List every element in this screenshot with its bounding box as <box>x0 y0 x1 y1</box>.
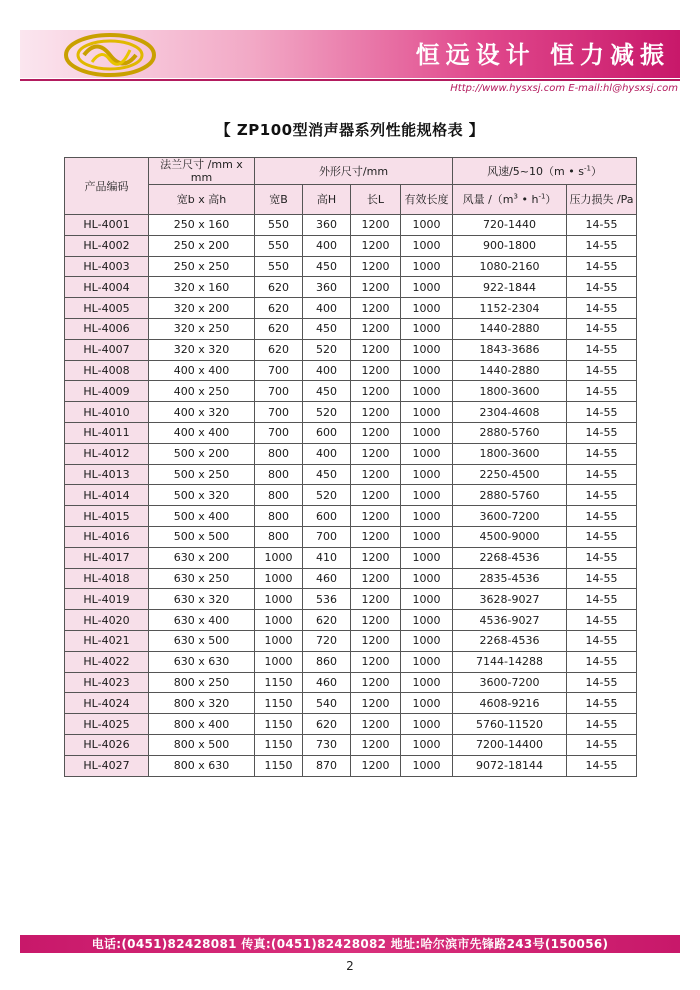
cell-code: HL-4001 <box>65 215 149 236</box>
col-header-flange-sub: 宽b x 高h <box>149 185 255 215</box>
cell-pressure: 14-55 <box>567 360 637 381</box>
company-logo <box>62 32 158 78</box>
cell-effective-length: 1000 <box>401 402 453 423</box>
table-row <box>65 381 637 402</box>
cell-length: 1200 <box>351 381 401 402</box>
col-header-airflow <box>453 185 567 215</box>
col-header-outer: 外形尺寸/mm <box>255 158 453 185</box>
cell-code: HL-4019 <box>65 589 149 610</box>
cell-length: 1200 <box>351 402 401 423</box>
cell-flange: 500 x 400 <box>149 506 255 527</box>
cell-code: HL-4007 <box>65 339 149 360</box>
cell-length: 1200 <box>351 422 401 443</box>
cell-width: 700 <box>255 402 303 423</box>
cell-pressure: 14-55 <box>567 734 637 755</box>
cell-pressure: 14-55 <box>567 277 637 298</box>
cell-pressure: 14-55 <box>567 672 637 693</box>
airflow-suffix: ） <box>545 193 557 206</box>
cell-airflow: 2880-5760 <box>453 422 567 443</box>
cell-pressure: 14-55 <box>567 318 637 339</box>
cell-airflow: 7200-14400 <box>453 734 567 755</box>
cell-height: 730 <box>303 734 351 755</box>
cell-height: 450 <box>303 256 351 277</box>
cell-code: HL-4018 <box>65 568 149 589</box>
cell-pressure: 14-55 <box>567 464 637 485</box>
cell-pressure: 14-55 <box>567 256 637 277</box>
cell-height: 400 <box>303 443 351 464</box>
cell-airflow: 1440-2880 <box>453 318 567 339</box>
col-header-width: 宽B <box>255 185 303 215</box>
cell-effective-length: 1000 <box>401 714 453 735</box>
cell-effective-length: 1000 <box>401 256 453 277</box>
cell-length: 1200 <box>351 506 401 527</box>
cell-height: 600 <box>303 422 351 443</box>
cell-flange: 500 x 200 <box>149 443 255 464</box>
cell-width: 620 <box>255 339 303 360</box>
table-row <box>65 589 637 610</box>
col-header-speed <box>453 158 637 185</box>
cell-height: 540 <box>303 693 351 714</box>
table-row <box>65 651 637 672</box>
cell-width: 800 <box>255 443 303 464</box>
cell-airflow: 2304-4608 <box>453 402 567 423</box>
cell-length: 1200 <box>351 339 401 360</box>
cell-height: 536 <box>303 589 351 610</box>
speed-label: 风速/5~10（m • s <box>487 164 584 178</box>
cell-airflow: 900-1800 <box>453 235 567 256</box>
cell-flange: 630 x 250 <box>149 568 255 589</box>
table-row <box>65 568 637 589</box>
cell-width: 700 <box>255 360 303 381</box>
cell-code: HL-4016 <box>65 526 149 547</box>
cell-code: HL-4026 <box>65 734 149 755</box>
cell-pressure: 14-55 <box>567 298 637 319</box>
cell-length: 1200 <box>351 277 401 298</box>
cell-height: 400 <box>303 298 351 319</box>
cell-effective-length: 1000 <box>401 235 453 256</box>
cell-flange: 630 x 400 <box>149 610 255 631</box>
cell-flange: 400 x 400 <box>149 422 255 443</box>
cell-flange: 250 x 160 <box>149 215 255 236</box>
cell-height: 700 <box>303 526 351 547</box>
table-row <box>65 464 637 485</box>
airflow-exponent-2: -1 <box>538 192 546 201</box>
cell-flange: 320 x 160 <box>149 277 255 298</box>
cell-code: HL-4020 <box>65 610 149 631</box>
cell-airflow: 1843-3686 <box>453 339 567 360</box>
table-row <box>65 693 637 714</box>
cell-airflow: 5760-11520 <box>453 714 567 735</box>
cell-height: 450 <box>303 464 351 485</box>
cell-flange: 630 x 630 <box>149 651 255 672</box>
cell-height: 860 <box>303 651 351 672</box>
cell-length: 1200 <box>351 630 401 651</box>
cell-length: 1200 <box>351 485 401 506</box>
cell-pressure: 14-55 <box>567 610 637 631</box>
table-row <box>65 755 637 776</box>
cell-height: 520 <box>303 485 351 506</box>
cell-length: 1200 <box>351 693 401 714</box>
cell-code: HL-4021 <box>65 630 149 651</box>
cell-code: HL-4008 <box>65 360 149 381</box>
cell-length: 1200 <box>351 443 401 464</box>
cell-width: 800 <box>255 464 303 485</box>
table-row <box>65 610 637 631</box>
col-header-flange: 法兰尺寸 /mm x mm <box>149 158 255 185</box>
table-row <box>65 672 637 693</box>
cell-length: 1200 <box>351 360 401 381</box>
table-row <box>65 630 637 651</box>
cell-airflow: 4608-9216 <box>453 693 567 714</box>
cell-effective-length: 1000 <box>401 215 453 236</box>
table-row <box>65 547 637 568</box>
cell-pressure: 14-55 <box>567 651 637 672</box>
cell-pressure: 14-55 <box>567 422 637 443</box>
cell-airflow: 720-1440 <box>453 215 567 236</box>
cell-width: 1150 <box>255 755 303 776</box>
table-row <box>65 485 637 506</box>
col-header-length: 长L <box>351 185 401 215</box>
cell-effective-length: 1000 <box>401 339 453 360</box>
cell-airflow: 7144-14288 <box>453 651 567 672</box>
cell-effective-length: 1000 <box>401 464 453 485</box>
header-contact[interactable]: Http://www.hysxsj.com E-mail:hl@hysxsj.com <box>450 83 678 94</box>
cell-code: HL-4024 <box>65 693 149 714</box>
cell-effective-length: 1000 <box>401 589 453 610</box>
cell-height: 460 <box>303 672 351 693</box>
cell-width: 550 <box>255 256 303 277</box>
cell-width: 1150 <box>255 672 303 693</box>
cell-length: 1200 <box>351 589 401 610</box>
cell-width: 620 <box>255 318 303 339</box>
cell-height: 410 <box>303 547 351 568</box>
cell-pressure: 14-55 <box>567 547 637 568</box>
cell-width: 700 <box>255 381 303 402</box>
table-row <box>65 318 637 339</box>
cell-effective-length: 1000 <box>401 277 453 298</box>
cell-effective-length: 1000 <box>401 422 453 443</box>
table-row <box>65 256 637 277</box>
cell-length: 1200 <box>351 755 401 776</box>
cell-pressure: 14-55 <box>567 693 637 714</box>
cell-pressure: 14-55 <box>567 485 637 506</box>
cell-width: 1150 <box>255 714 303 735</box>
cell-width: 620 <box>255 298 303 319</box>
cell-height: 400 <box>303 360 351 381</box>
table-row <box>65 235 637 256</box>
cell-length: 1200 <box>351 734 401 755</box>
cell-effective-length: 1000 <box>401 755 453 776</box>
cell-flange: 320 x 320 <box>149 339 255 360</box>
cell-effective-length: 1000 <box>401 547 453 568</box>
cell-effective-length: 1000 <box>401 318 453 339</box>
cell-height: 870 <box>303 755 351 776</box>
cell-flange: 500 x 500 <box>149 526 255 547</box>
cell-length: 1200 <box>351 651 401 672</box>
table-row <box>65 422 637 443</box>
cell-width: 550 <box>255 235 303 256</box>
cell-flange: 400 x 400 <box>149 360 255 381</box>
cell-length: 1200 <box>351 610 401 631</box>
cell-flange: 800 x 630 <box>149 755 255 776</box>
cell-code: HL-4010 <box>65 402 149 423</box>
cell-airflow: 3600-7200 <box>453 672 567 693</box>
table-row <box>65 360 637 381</box>
cell-width: 1150 <box>255 734 303 755</box>
cell-width: 550 <box>255 215 303 236</box>
cell-effective-length: 1000 <box>401 360 453 381</box>
cell-code: HL-4003 <box>65 256 149 277</box>
cell-airflow: 1152-2304 <box>453 298 567 319</box>
speed-exponent: -1 <box>583 163 591 172</box>
cell-effective-length: 1000 <box>401 298 453 319</box>
cell-pressure: 14-55 <box>567 526 637 547</box>
spec-table <box>64 157 637 777</box>
cell-height: 600 <box>303 506 351 527</box>
cell-code: HL-4015 <box>65 506 149 527</box>
cell-effective-length: 1000 <box>401 568 453 589</box>
table-row <box>65 298 637 319</box>
cell-airflow: 9072-18144 <box>453 755 567 776</box>
cell-flange: 800 x 320 <box>149 693 255 714</box>
cell-height: 450 <box>303 318 351 339</box>
cell-flange: 250 x 250 <box>149 256 255 277</box>
cell-effective-length: 1000 <box>401 381 453 402</box>
airflow-exponent-1: 3 <box>513 192 518 201</box>
cell-airflow: 922-1844 <box>453 277 567 298</box>
cell-effective-length: 1000 <box>401 485 453 506</box>
cell-flange: 630 x 320 <box>149 589 255 610</box>
cell-height: 360 <box>303 277 351 298</box>
page-number: 2 <box>346 959 354 973</box>
cell-flange: 250 x 200 <box>149 235 255 256</box>
cell-pressure: 14-55 <box>567 443 637 464</box>
table-row <box>65 443 637 464</box>
cell-height: 460 <box>303 568 351 589</box>
cell-airflow: 2268-4536 <box>453 547 567 568</box>
col-header-pressure: 压力损失 /Pa <box>567 185 637 215</box>
document-title: 【 ZP100型消声器系列性能规格表 】 <box>215 121 485 139</box>
cell-code: HL-4023 <box>65 672 149 693</box>
col-header-effective-length: 有效长度 <box>401 185 453 215</box>
cell-flange: 800 x 400 <box>149 714 255 735</box>
cell-code: HL-4005 <box>65 298 149 319</box>
cell-pressure: 14-55 <box>567 402 637 423</box>
cell-effective-length: 1000 <box>401 734 453 755</box>
table-row <box>65 734 637 755</box>
cell-height: 360 <box>303 215 351 236</box>
cell-code: HL-4006 <box>65 318 149 339</box>
cell-effective-length: 1000 <box>401 526 453 547</box>
cell-length: 1200 <box>351 672 401 693</box>
airflow-label: 风量 /（m <box>462 193 514 206</box>
cell-flange: 400 x 250 <box>149 381 255 402</box>
cell-width: 1000 <box>255 651 303 672</box>
speed-suffix: ） <box>590 164 602 178</box>
cell-code: HL-4002 <box>65 235 149 256</box>
cell-length: 1200 <box>351 235 401 256</box>
cell-flange: 320 x 200 <box>149 298 255 319</box>
cell-flange: 800 x 500 <box>149 734 255 755</box>
cell-code: HL-4017 <box>65 547 149 568</box>
cell-height: 620 <box>303 714 351 735</box>
table-row <box>65 506 637 527</box>
cell-width: 1000 <box>255 610 303 631</box>
cell-pressure: 14-55 <box>567 506 637 527</box>
cell-pressure: 14-55 <box>567 568 637 589</box>
col-header-code: 产品编码 <box>65 158 149 215</box>
cell-length: 1200 <box>351 464 401 485</box>
cell-flange: 400 x 320 <box>149 402 255 423</box>
cell-length: 1200 <box>351 256 401 277</box>
cell-airflow: 1080-2160 <box>453 256 567 277</box>
cell-effective-length: 1000 <box>401 630 453 651</box>
cell-flange: 500 x 320 <box>149 485 255 506</box>
cell-width: 1150 <box>255 693 303 714</box>
cell-code: HL-4025 <box>65 714 149 735</box>
cell-height: 450 <box>303 381 351 402</box>
cell-code: HL-4012 <box>65 443 149 464</box>
cell-pressure: 14-55 <box>567 235 637 256</box>
cell-height: 520 <box>303 339 351 360</box>
table-row <box>65 339 637 360</box>
cell-pressure: 14-55 <box>567 630 637 651</box>
header-title: 恒远设计 恒力减振 <box>415 41 670 69</box>
cell-flange: 630 x 200 <box>149 547 255 568</box>
cell-flange: 630 x 500 <box>149 630 255 651</box>
cell-airflow: 2250-4500 <box>453 464 567 485</box>
cell-effective-length: 1000 <box>401 672 453 693</box>
cell-airflow: 1800-3600 <box>453 381 567 402</box>
table-row <box>65 215 637 236</box>
cell-width: 1000 <box>255 630 303 651</box>
cell-width: 700 <box>255 422 303 443</box>
cell-length: 1200 <box>351 547 401 568</box>
cell-code: HL-4009 <box>65 381 149 402</box>
airflow-mid: • h <box>517 193 539 206</box>
cell-airflow: 3628-9027 <box>453 589 567 610</box>
cell-flange: 800 x 250 <box>149 672 255 693</box>
cell-airflow: 1800-3600 <box>453 443 567 464</box>
cell-effective-length: 1000 <box>401 651 453 672</box>
cell-length: 1200 <box>351 215 401 236</box>
cell-height: 400 <box>303 235 351 256</box>
cell-length: 1200 <box>351 568 401 589</box>
cell-effective-length: 1000 <box>401 610 453 631</box>
table-row <box>65 402 637 423</box>
cell-width: 1000 <box>255 547 303 568</box>
cell-effective-length: 1000 <box>401 506 453 527</box>
cell-height: 520 <box>303 402 351 423</box>
cell-height: 720 <box>303 630 351 651</box>
table-row <box>65 277 637 298</box>
cell-width: 800 <box>255 506 303 527</box>
cell-airflow: 2268-4536 <box>453 630 567 651</box>
cell-code: HL-4014 <box>65 485 149 506</box>
cell-code: HL-4011 <box>65 422 149 443</box>
cell-pressure: 14-55 <box>567 339 637 360</box>
cell-airflow: 2835-4536 <box>453 568 567 589</box>
cell-airflow: 2880-5760 <box>453 485 567 506</box>
cell-height: 620 <box>303 610 351 631</box>
cell-flange: 320 x 250 <box>149 318 255 339</box>
cell-width: 800 <box>255 485 303 506</box>
cell-length: 1200 <box>351 714 401 735</box>
cell-width: 1000 <box>255 568 303 589</box>
cell-pressure: 14-55 <box>567 381 637 402</box>
cell-code: HL-4022 <box>65 651 149 672</box>
cell-code: HL-4013 <box>65 464 149 485</box>
table-row <box>65 526 637 547</box>
cell-pressure: 14-55 <box>567 215 637 236</box>
cell-length: 1200 <box>351 318 401 339</box>
cell-pressure: 14-55 <box>567 589 637 610</box>
cell-code: HL-4004 <box>65 277 149 298</box>
cell-length: 1200 <box>351 298 401 319</box>
cell-airflow: 3600-7200 <box>453 506 567 527</box>
cell-flange: 500 x 250 <box>149 464 255 485</box>
cell-airflow: 4536-9027 <box>453 610 567 631</box>
table-row <box>65 714 637 735</box>
spec-table-body <box>65 215 637 777</box>
cell-effective-length: 1000 <box>401 693 453 714</box>
cell-width: 1000 <box>255 589 303 610</box>
cell-pressure: 14-55 <box>567 755 637 776</box>
cell-width: 800 <box>255 526 303 547</box>
col-header-height: 高H <box>303 185 351 215</box>
cell-length: 1200 <box>351 526 401 547</box>
cell-effective-length: 1000 <box>401 443 453 464</box>
cell-airflow: 4500-9000 <box>453 526 567 547</box>
cell-airflow: 1440-2880 <box>453 360 567 381</box>
cell-width: 620 <box>255 277 303 298</box>
cell-code: HL-4027 <box>65 755 149 776</box>
footer-contact-bar: 电话:(0451)82428081 传真:(0451)82428082 地址:哈尔滨市先锋路243号(150056) <box>20 935 680 953</box>
cell-pressure: 14-55 <box>567 714 637 735</box>
